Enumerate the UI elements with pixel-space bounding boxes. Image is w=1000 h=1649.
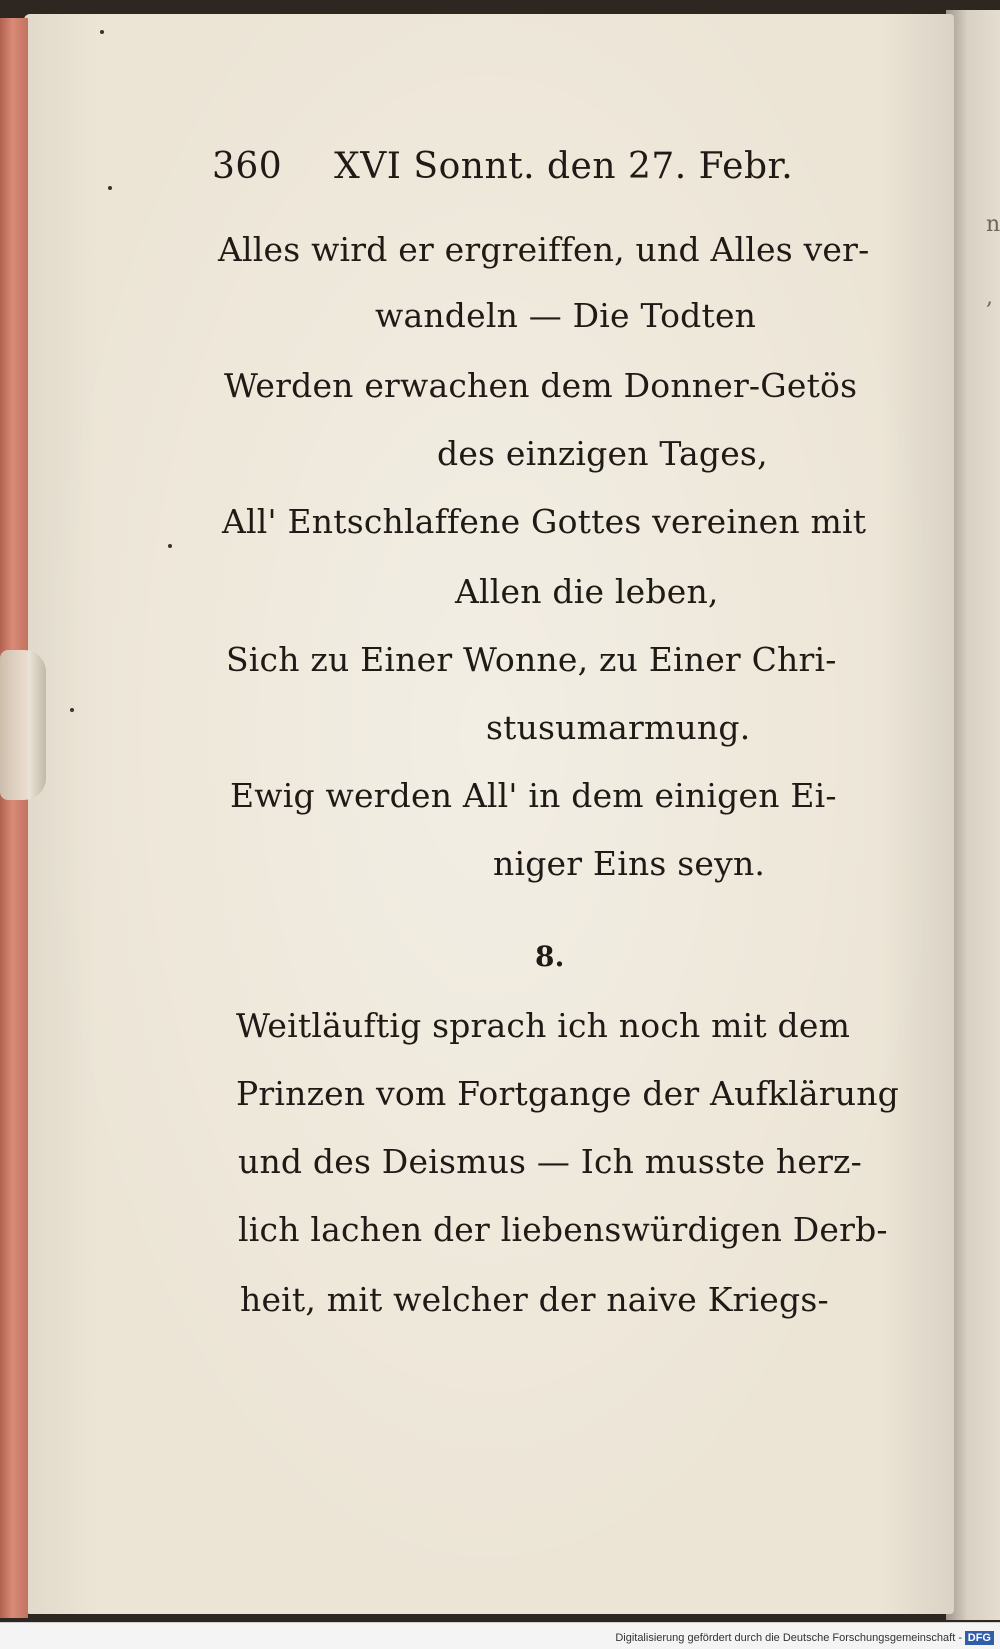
prose-line: und des Deismus — Ich musste herz-: [238, 1142, 862, 1181]
next-page-edge: [946, 10, 1000, 1620]
section-number: 8.: [535, 940, 565, 973]
credit-text: Digitalisierung gefördert durch die Deutsche Forschungsgemeinschaft -: [615, 1632, 962, 1644]
poem-line: wandeln — Die Todten: [375, 296, 757, 335]
poem-line: stusumarmung.: [486, 708, 751, 747]
running-title: XVI Sonnt. den 27. Febr.: [334, 146, 794, 187]
paper-speck: [100, 30, 104, 34]
poem-line: All' Entschlaffene Gottes vereinen mit: [222, 502, 867, 541]
prose-line: Weitläuftig sprach ich noch mit dem: [236, 1006, 851, 1045]
paper-speck: [70, 708, 74, 712]
digitization-credit-bar: [0, 1622, 1000, 1649]
poem-line: Sich zu Einer Wonne, zu Einer Chri-: [226, 640, 837, 679]
poem-line: niger Eins seyn.: [493, 844, 766, 883]
next-page-glyph: n: [986, 212, 1000, 237]
poem-line: Ewig werden All' in dem einigen Ei-: [230, 776, 837, 815]
next-page-glyph: ,: [986, 285, 993, 310]
paper-speck: [168, 544, 172, 548]
poem-line: des einzigen Tages,: [437, 434, 768, 473]
poem-line: Alles wird er ergreiffen, und Alles ver-: [218, 230, 870, 269]
prose-line: heit, mit welcher der naive Kriegs-: [240, 1280, 829, 1319]
dfg-logo: DFG: [965, 1631, 994, 1645]
poem-line: Allen die leben,: [455, 572, 719, 611]
poem-line: Werden erwachen dem Donner-Getös: [224, 366, 858, 405]
prose-line: Prinzen vom Fortgange der Aufklärung: [236, 1074, 899, 1113]
running-header: [212, 146, 793, 187]
page-clip: [0, 650, 46, 800]
page-number: 360: [212, 146, 283, 187]
red-page-edge: [0, 18, 28, 1618]
paper-speck: [108, 186, 112, 190]
prose-line: lich lachen der liebenswürdigen Derb-: [238, 1210, 888, 1249]
